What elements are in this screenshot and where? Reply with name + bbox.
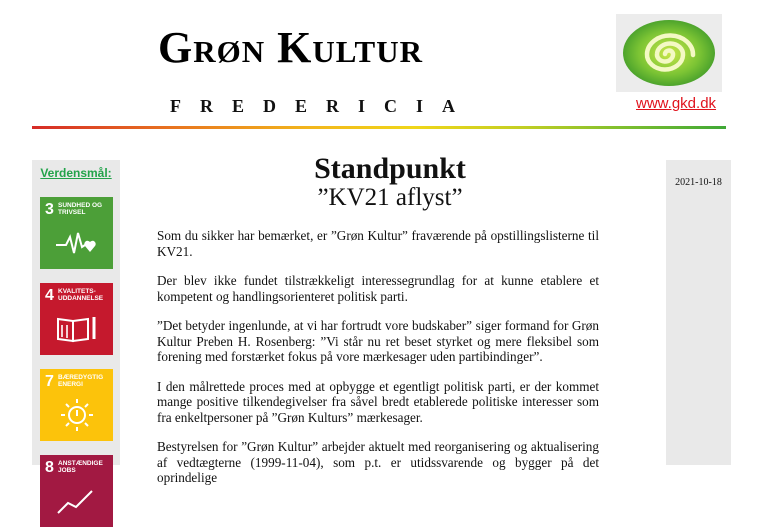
book-icon <box>54 311 100 347</box>
organization-subtitle: FREDERICIA <box>170 96 475 116</box>
sdg-number: 3 <box>45 201 54 218</box>
sidebar-heading: Verdensmål: <box>40 166 112 180</box>
sdg-sidebar <box>32 160 120 476</box>
sdg-goal-8[interactable] <box>40 455 113 527</box>
sun-power-icon <box>54 397 100 433</box>
date-column <box>666 160 731 465</box>
sdg-label: BÆREDYGTIG ENERGI <box>58 374 104 388</box>
article-paragraph: Der blev ikke fundet tilstrækkeligt interessegrundlag for at kunne etablere et kompetent og handlingsorienteret politisk parti. <box>157 273 599 304</box>
publication-date: 2021-10-18 <box>675 177 722 188</box>
sdg-number: 7 <box>45 373 54 390</box>
logo <box>616 14 722 92</box>
sdg-number: 4 <box>45 287 54 304</box>
article-paragraph: Bestyrelsen for ”Grøn Kultur” arbejder aktuelt med reorganisering og aktualisering af vedtægterne (1999-11-04), som p.t. er utidssvarende og bygger på det oprindelige <box>157 439 599 485</box>
sdg-label: KVALITETS-UDDANNELSE <box>58 288 104 302</box>
article-subheadline: ”KV21 aflyst” <box>317 184 463 211</box>
sdg-goal-3[interactable] <box>40 197 113 269</box>
sdg-number: 8 <box>45 459 54 476</box>
article-paragraph: Som du sikker har bemærket, er ”Grøn Kultur” fraværende på opstillingslisterne til KV21. <box>157 228 599 259</box>
growth-chart-icon <box>54 483 100 519</box>
sdg-goal-4[interactable] <box>40 283 113 355</box>
sdg-label: ANSTÆNDIGE JOBS <box>58 460 103 474</box>
green-spiral-logo-icon <box>616 14 722 92</box>
header-divider <box>32 126 726 129</box>
sdg-goal-7[interactable] <box>40 369 113 441</box>
sdg-label: SUNDHED OG TRIVSEL <box>58 202 103 216</box>
heartbeat-icon <box>54 225 100 261</box>
organization-title: Grøn Kultur <box>158 23 424 72</box>
article-paragraph: ”Det betyder ingenlunde, at vi har fortrudt vore budskaber” siger formand for Grøn Kultur Preben H. Rosenberg: ”Vi står nu ret beset styrket og mere fleksibel som forening med forstærket fokus på vore mærkesager uden partibindinger”. <box>157 318 599 364</box>
article-headline: Standpunkt <box>314 152 466 185</box>
article-body <box>157 228 599 500</box>
website-link[interactable]: www.gkd.dk <box>636 95 717 112</box>
article-paragraph: I den målrettede proces med at opbygge et egentligt politisk parti, er der kommet mange positive tilkendegivelser fra såvel bredt etablerede politiske interesser som fra enkeltpersoner på ”Grøn Kulturs” mærkesager. <box>157 378 599 425</box>
